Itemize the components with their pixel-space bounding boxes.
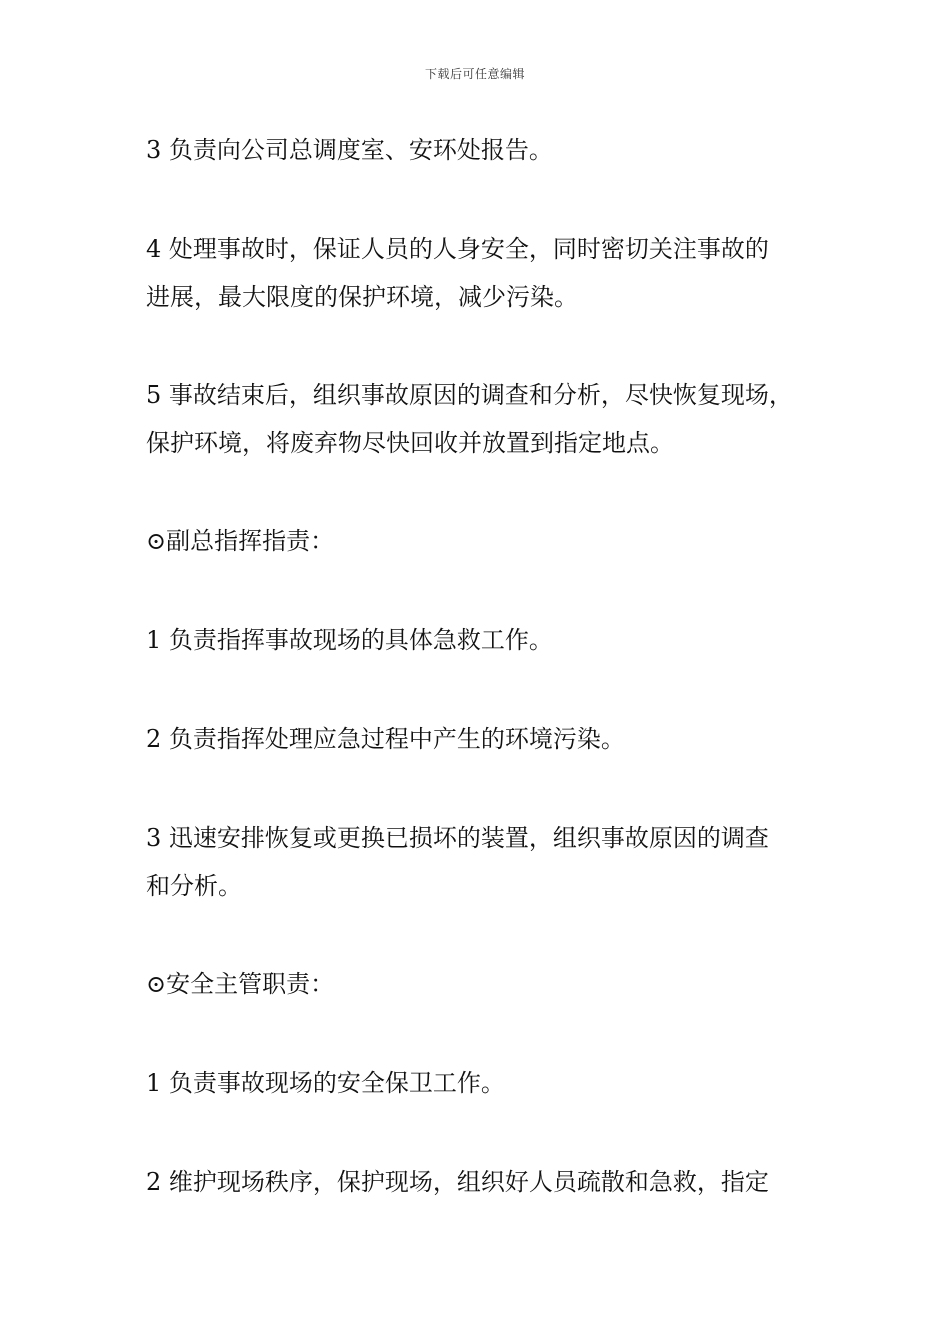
- document-body: [146, 126, 846, 1257]
- page-header: 下载后可任意编辑: [424, 67, 525, 81]
- paragraph-after-accident: 5 事故结束后，组织事故原因的调查和分析，尽快恢复现场， 保护环境，将废弃物尽快回收并放置到指定地点。: [146, 381, 793, 457]
- paragraph-deputy-duty-2: 2 负责指挥处理应急过程中产生的环境污染。: [146, 725, 625, 753]
- section-heading-deputy-commander: ⊙副总指挥指责：: [146, 527, 335, 555]
- paragraph-report: 3 负责向公司总调度室、安环处报告。: [146, 136, 553, 164]
- paragraph-safety-duty-1: 1 负责事故现场的安全保卫工作。: [146, 1069, 505, 1097]
- paragraph-deputy-duty-1: 1 负责指挥事故现场的具体急救工作。: [146, 626, 553, 654]
- paragraph-handle-accident: 4 处理事故时，保证人员的人身安全，同时密切关注事故的 进展，最大限度的保护环境，减少污染。: [146, 235, 769, 311]
- paragraph-deputy-duty-3: 3 迅速安排恢复或更换已损坏的装置，组织事故原因的调查 和分析。: [146, 824, 769, 900]
- paragraph-safety-duty-2: 2 维护现场秩序，保护现场，组织好人员疏散和急救，指定: [146, 1168, 769, 1196]
- section-heading-safety-supervisor: ⊙安全主管职责：: [146, 970, 335, 998]
